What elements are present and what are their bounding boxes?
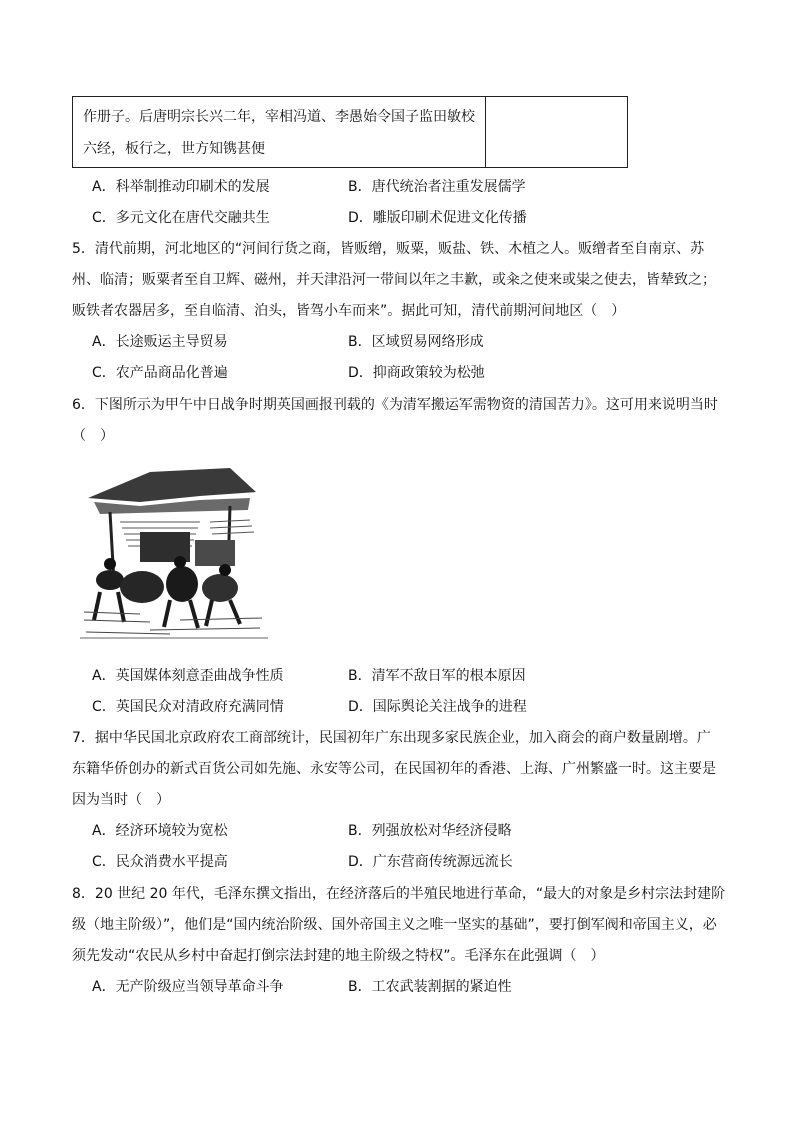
q5-stem-line-3: 贩铁者农器居多，至自临清、泊头，皆驾小车而来”。据此可知，清代前期河间地区（ ） <box>72 303 626 319</box>
q5-stem-line-2: 州、临清；贩粟者至自卫辉、磁州，并天津沿河一带间以年之丰歉，或籴之使来或粜之使去，皆辇致之； <box>72 272 716 288</box>
q8-option-a[interactable]: A．无产阶级应当领导革命斗争 <box>92 979 284 995</box>
source-table <box>72 96 628 168</box>
q7-option-c[interactable]: C．民众消费水平提高 <box>92 854 228 870</box>
table-text-line-2: 六经，板行之，世方知镌甚便 <box>83 141 265 157</box>
q4-option-d[interactable]: D．雕版印刷术促进文化传播 <box>348 210 527 226</box>
q6-option-c[interactable]: C．英国民众对清政府充满同情 <box>92 699 284 715</box>
table-divider <box>485 97 486 167</box>
q4-option-a[interactable]: A．科举制推动印刷术的发展 <box>92 179 270 195</box>
table-text-line-1: 作册子。后唐明宗长兴二年，宰相冯道、李愚始令国子监田敏校 <box>83 109 475 125</box>
q6-option-a[interactable]: A．英国媒体刻意歪曲战争性质 <box>92 668 284 684</box>
q6-option-d[interactable]: D．国际舆论关注战争的进程 <box>348 699 527 715</box>
q7-option-b[interactable]: B．列强放松对华经济侵略 <box>348 823 512 839</box>
q7-option-a[interactable]: A．经济环境较为宽松 <box>92 823 228 839</box>
q6-stem-line-2: （ ） <box>72 428 114 444</box>
q7-stem-line-2: 东籍华侨创办的新式百货公司如先施、永安等公司，在民国初年的香港、上海、广州繁盛一时。这主要是 <box>72 761 716 777</box>
q7-stem-line-1: 7．据中华民国北京政府农工商部统计，民国初年广东出现多家民族企业，加入商会的商户数量剧增。广 <box>72 730 711 746</box>
q5-option-b[interactable]: B．区域贸易网络形成 <box>348 334 484 350</box>
q4-option-c[interactable]: C．多元文化在唐代交融共生 <box>92 210 270 226</box>
q6-option-b[interactable]: B．清军不敌日军的根本原因 <box>348 668 526 684</box>
q8-option-b[interactable]: B．工农武装割据的紧迫性 <box>348 979 512 995</box>
q5-option-d[interactable]: D．抑商政策较为松弛 <box>348 365 485 381</box>
q8-stem-line-2: 级（地主阶级）”，他们是“国内统治阶级、国外帝国主义之唯一坚实的基础”，要打倒军阀和帝国主义，必 <box>72 917 717 933</box>
q5-option-a[interactable]: A．长途贩运主导贸易 <box>92 334 228 350</box>
coolies-engraving-illustration <box>80 462 268 642</box>
q6-stem-line-1: 6．下图所示为甲午中日战争时期英国画报刊载的《为清军搬运军需物资的清国苦力》。这可用来说明当时 <box>72 397 718 413</box>
q8-stem-line-1: 8．20 世纪 20 年代，毛泽东撰文指出，在经济落后的半殖民地进行革命，“最大的对象是乡村宗法封建阶 <box>72 886 726 902</box>
q4-option-b[interactable]: B．唐代统治者注重发展儒学 <box>348 179 526 195</box>
q5-stem-line-1: 5．清代前期，河北地区的“河间行货之商，皆贩缯，贩粟，贩盐、铁、木植之人。贩缯者至自南京、苏 <box>72 241 705 257</box>
q8-stem-line-3: 须先发动“农民从乡村中奋起打倒宗法封建的地主阶级之特权”。毛泽东在此强调（ ） <box>72 948 605 964</box>
q5-option-c[interactable]: C．农产品商品化普遍 <box>92 365 228 381</box>
q7-option-d[interactable]: D．广东营商传统源远流长 <box>348 854 513 870</box>
q7-stem-line-3: 因为当时（ ） <box>72 792 170 808</box>
